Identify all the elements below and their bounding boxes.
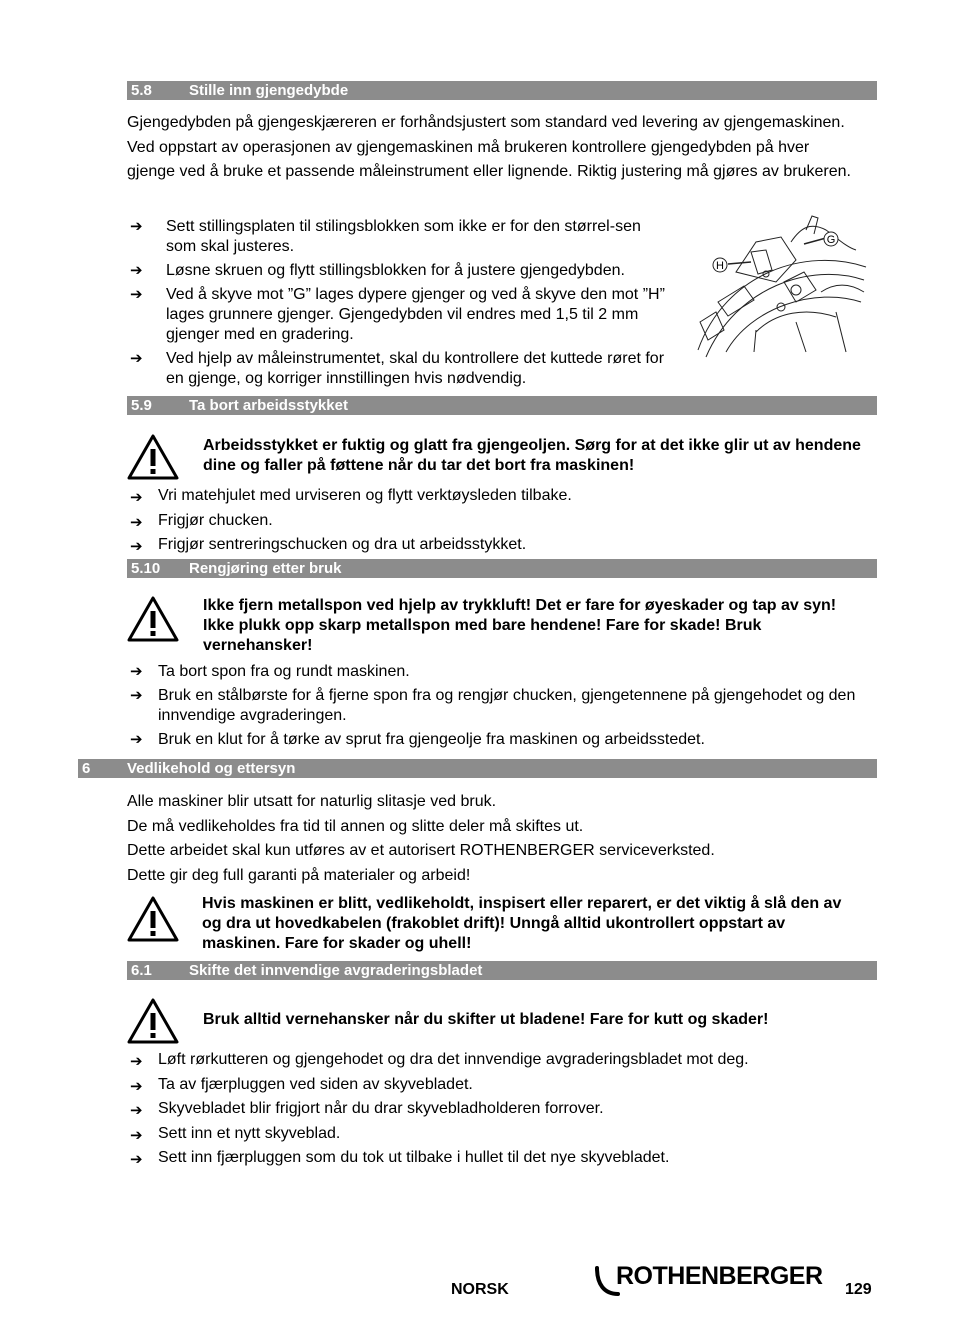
brand-logo <box>594 1262 834 1298</box>
section-title: Ta bort arbeidsstykket <box>189 397 348 414</box>
bullet-list-6-1 <box>130 1048 870 1171</box>
warning-triangle-icon <box>126 997 180 1045</box>
arrow-right-icon: ➔ <box>130 286 143 303</box>
section-number: 6 <box>82 760 91 777</box>
arrow-right-icon: ➔ <box>130 1102 143 1119</box>
list-item: ➔ Ved hjelp av måleinstrumentet, skal du kontrollere det kuttede røret for en gjenge, og korriger innstillingen hvis nødvendig. <box>130 350 665 387</box>
list-item: ➔ Bruk en klut for å tørke av sprut fra gjengeolje fra maskinen og arbeidsstedet. <box>130 731 705 748</box>
footer-language: NORSK <box>451 1281 509 1298</box>
arrow-right-icon: ➔ <box>130 1053 143 1070</box>
arrow-right-icon: ➔ <box>130 1077 143 1095</box>
maintenance-lines <box>127 790 867 888</box>
list-item: ➔ Sett inn et nytt skyveblad. <box>130 1122 870 1147</box>
g-label: G <box>826 234 836 246</box>
arrow-right-icon: ➔ <box>130 731 143 748</box>
list-item: ➔ Bruk en stålbørste for å fjerne spon fra og rengjør chucken, gjengetennene på gjengehodet og den innvendige avgraderingen. <box>130 687 856 724</box>
warning-text: Arbeidsstykket er fuktig og glatt fra gjengeoljen. Sørg for at det ikke glir ut av hendene dine og faller på føttene når du tar det bort fra maskinen! <box>203 437 861 474</box>
thread-depth-illustration <box>696 212 868 360</box>
text-line: Dette gir deg full garanti på materialer og arbeid! <box>127 866 471 884</box>
arrow-right-icon: ➔ <box>130 218 143 235</box>
section-header-6 <box>78 759 877 778</box>
section-number: 6.1 <box>131 962 152 979</box>
section-number: 5.9 <box>131 397 152 414</box>
section-header-5-9 <box>127 396 877 415</box>
warning-text: Hvis maskinen er blitt, vedlikeholdt, inspisert eller reparert, er det viktig å slå den av og dra ut hovedkabelen (frakoblet drift)! Unngå alltid ukontrollert oppstart av maskinen. Fare for skader og uhell! <box>202 895 842 952</box>
section-header-6-1 <box>127 961 877 980</box>
bullet-list-5-10 <box>130 662 870 750</box>
section-number: 5.10 <box>131 560 161 577</box>
bullet-list-5-9 <box>130 484 870 558</box>
bullet-list-5-8 <box>130 217 675 389</box>
list-item: ➔ Ved å skyve mot ”G” lages dypere gjenger og ved å skyve den mot ”H” lages grunnere gjenger. Gjengedybden vil endres med 1,5 til 2 mm gjenger med en gradering. <box>130 286 665 343</box>
arrow-right-icon: ➔ <box>130 350 143 367</box>
list-item: ➔ Frigjør chucken. <box>130 509 870 534</box>
section-header-5-8 <box>127 81 877 100</box>
text-line: Dette arbeidet skal kun utføres av et autorisert ROTHENBERGER serviceverksted. <box>127 842 715 859</box>
page-number: 129 <box>845 1281 872 1298</box>
warning-triangle-icon <box>126 595 180 643</box>
arrow-right-icon: ➔ <box>130 262 143 279</box>
warning-text: Ikke fjern metallspon ved hjelp av trykkluft! Det er fare for øyeskader og tap av syn! Ikke plukk opp skarp metallspon med bare hendene! Fare for skade! Bruk vernehansker! <box>203 597 837 654</box>
arrow-right-icon: ➔ <box>130 1126 143 1144</box>
intro-paragraph: Gjengedybden på gjengeskjæreren er forhåndsjustert som standard ved levering av gjengemaskinen. Ved oppstart av operasjonen av gjengemaskinen må brukeren kontrollere gjengedybden på hver gjenge ved å bruke et passende måleinstrument eller lignende. Riktig justering må gjøres av brukeren. <box>127 114 851 180</box>
list-item: ➔ Sett stillingsplaten til stilingsblokken som ikke er for den størrel-sen som skal justeres. <box>130 218 641 255</box>
warning-text: Bruk alltid vernehansker når du skifter ut bladene! Fare for kutt og skader! <box>203 1011 769 1028</box>
arrow-right-icon: ➔ <box>130 687 143 704</box>
list-item: ➔ Ta bort spon fra og rundt maskinen. <box>130 663 410 680</box>
arrow-right-icon: ➔ <box>130 663 143 680</box>
warning-triangle-icon <box>126 895 180 943</box>
list-item: ➔ Løsne skruen og flytt stillingsblokken for å justere gjengedybden. <box>130 262 625 279</box>
section-number: 5.8 <box>131 82 152 99</box>
list-item: ➔ Sett inn fjærpluggen som du tok ut tilbake i hullet til det nye skyvebladet. <box>130 1146 870 1171</box>
list-item: ➔ Ta av fjærpluggen ved siden av skyvebladet. <box>130 1073 870 1098</box>
text-line: De må vedlikeholdes fra tid til annen og slitte deler må skiftes ut. <box>127 817 584 835</box>
section-title: Vedlikehold og ettersyn <box>127 760 296 777</box>
h-label: H <box>716 260 724 272</box>
section-title: Skifte det innvendige avgraderingsbladet <box>189 962 483 979</box>
list-item: ➔ Vri matehjulet med urviseren og flytt verktøysleden tilbake. <box>130 484 870 509</box>
arrow-right-icon: ➔ <box>130 538 143 555</box>
text-line: Alle maskiner blir utsatt for naturlig slitasje ved bruk. <box>127 793 497 810</box>
list-item: ➔ Skyvebladet blir frigjort når du drar skyvebladholderen forrover. <box>130 1097 870 1122</box>
section-title: Rengjøring etter bruk <box>189 560 342 577</box>
warning-triangle-icon <box>126 433 180 481</box>
list-item: ➔ Løft rørkutteren og gjengehodet og dra det innvendige avgraderingsbladet mot deg. <box>130 1048 870 1073</box>
arrow-right-icon: ➔ <box>130 1151 143 1168</box>
arrow-right-icon: ➔ <box>130 489 143 506</box>
section-title: Stille inn gjengedybde <box>189 82 349 99</box>
section-header-5-10 <box>127 559 877 578</box>
list-item: ➔ Frigjør sentreringschucken og dra ut arbeidsstykket. <box>130 533 870 558</box>
brand-name: ROTHENBERGER <box>616 1262 823 1290</box>
arrow-right-icon: ➔ <box>130 513 143 531</box>
